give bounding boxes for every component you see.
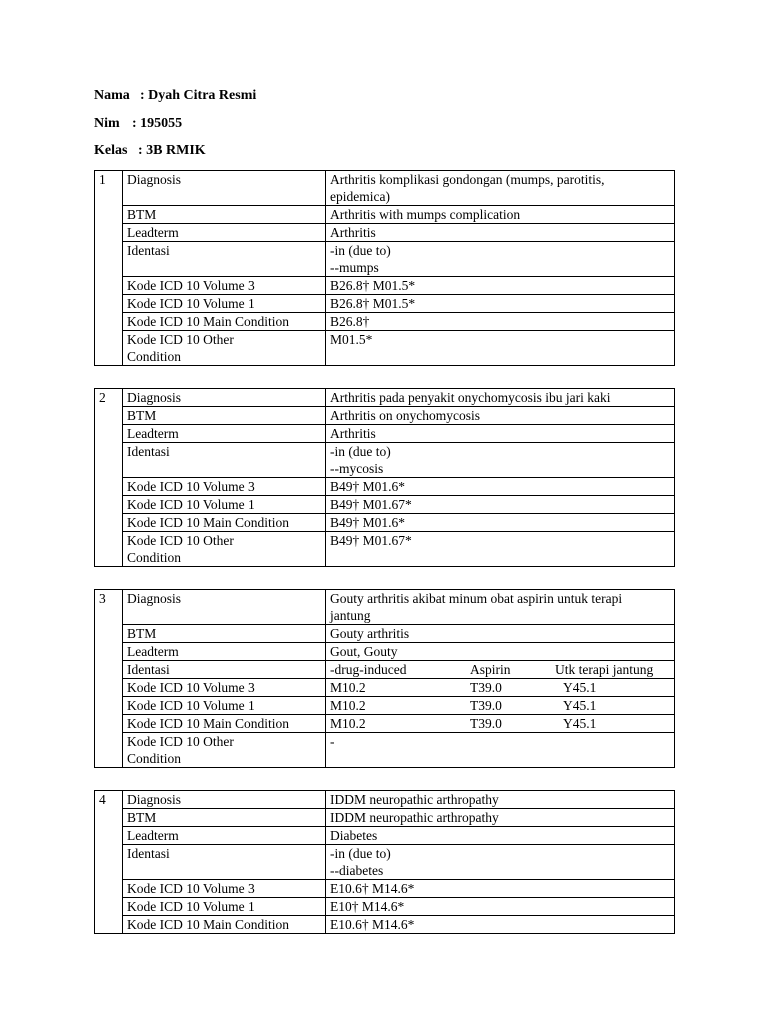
identasi-label: Identasi (123, 661, 326, 679)
vol1-value: M10.2 T39.0 Y45.1 (326, 697, 675, 715)
case-table-4 (94, 790, 675, 934)
table-row (95, 425, 675, 443)
other-condition-value: M01.5* (326, 331, 675, 366)
main-condition-value: B49† M01.6* (326, 514, 675, 532)
main-condition-label: Kode ICD 10 Main Condition (123, 514, 326, 532)
table-row (95, 916, 675, 934)
table-row (95, 242, 675, 277)
leadterm-value: Gout, Gouty (326, 643, 675, 661)
diagnosis-label: Diagnosis (123, 171, 326, 206)
table-row (95, 224, 675, 242)
identasi-value: -in (due to) --mumps (326, 242, 675, 277)
vol1-value: E10† M14.6* (326, 898, 675, 916)
diagnosis-value: Arthritis pada penyakit onychomycosis ibu jari kaki (326, 389, 675, 407)
class-value: : 3B RMIK (138, 143, 206, 158)
leadterm-label: Leadterm (123, 643, 326, 661)
case-number: 3 (95, 590, 123, 768)
diagnosis-value: Arthritis komplikasi gondongan (mumps, parotitis, epidemica) (326, 171, 675, 206)
case-number: 2 (95, 389, 123, 567)
table-row (95, 697, 675, 715)
table-row (95, 625, 675, 643)
btm-value: IDDM neuropathic arthropathy (326, 809, 675, 827)
identasi-value: -in (due to) --diabetes (326, 845, 675, 880)
identasi-label: Identasi (123, 443, 326, 478)
leadterm-value: Diabetes (326, 827, 675, 845)
vol3-label: Kode ICD 10 Volume 3 (123, 478, 326, 496)
nim-label: Nim (94, 116, 120, 131)
vol3-value: E10.6† M14.6* (326, 880, 675, 898)
table-row (95, 827, 675, 845)
table-row (95, 880, 675, 898)
table-row (95, 898, 675, 916)
table-row (95, 532, 675, 567)
vol3-label: Kode ICD 10 Volume 3 (123, 679, 326, 697)
other-condition-label: Kode ICD 10 Other Condition (123, 733, 326, 768)
main-condition-value: E10.6† M14.6* (326, 916, 675, 934)
main-condition-label: Kode ICD 10 Main Condition (123, 916, 326, 934)
table-row (95, 171, 675, 206)
diagnosis-label: Diagnosis (123, 791, 326, 809)
case-table-2 (94, 388, 675, 567)
vol1-label: Kode ICD 10 Volume 1 (123, 496, 326, 514)
vol3-value: B26.8† M01.5* (326, 277, 675, 295)
table-row (95, 206, 675, 224)
btm-label: BTM (123, 206, 326, 224)
case-table-1 (94, 170, 675, 366)
diagnosis-label: Diagnosis (123, 389, 326, 407)
table-row (95, 313, 675, 331)
case-table-3 (94, 589, 675, 768)
main-condition-label: Kode ICD 10 Main Condition (123, 715, 326, 733)
leadterm-label: Leadterm (123, 224, 326, 242)
btm-label: BTM (123, 407, 326, 425)
table-row (95, 643, 675, 661)
vol1-label: Kode ICD 10 Volume 1 (123, 697, 326, 715)
table-row (95, 715, 675, 733)
table-row (95, 679, 675, 697)
student-name (94, 88, 256, 104)
identasi-value: -drug-induced Aspirin Utk terapi jantung (326, 661, 675, 679)
table-row (95, 277, 675, 295)
student-nim (94, 116, 182, 132)
vol3-value: M10.2 T39.0 Y45.1 (326, 679, 675, 697)
vol1-label: Kode ICD 10 Volume 1 (123, 898, 326, 916)
table-row (95, 514, 675, 532)
table-row (95, 407, 675, 425)
table-row (95, 791, 675, 809)
leadterm-label: Leadterm (123, 827, 326, 845)
class-label: Kelas (94, 143, 128, 158)
leadterm-label: Leadterm (123, 425, 326, 443)
vol1-label: Kode ICD 10 Volume 1 (123, 295, 326, 313)
leadterm-value: Arthritis (326, 224, 675, 242)
identasi-label: Identasi (123, 845, 326, 880)
name-label: Nama (94, 88, 130, 103)
case-number: 1 (95, 171, 123, 366)
vol3-value: B49† M01.6* (326, 478, 675, 496)
btm-label: BTM (123, 625, 326, 643)
other-condition-value: - (326, 733, 675, 768)
diagnosis-value: Gouty arthritis akibat minum obat aspirin untuk terapi jantung (326, 590, 675, 625)
main-condition-value: M10.2 T39.0 Y45.1 (326, 715, 675, 733)
vol1-value: B49† M01.67* (326, 496, 675, 514)
case-number: 4 (95, 791, 123, 934)
identasi-label: Identasi (123, 242, 326, 277)
main-condition-label: Kode ICD 10 Main Condition (123, 313, 326, 331)
btm-value: Arthritis with mumps complication (326, 206, 675, 224)
btm-value: Arthritis on onychomycosis (326, 407, 675, 425)
vol3-label: Kode ICD 10 Volume 3 (123, 277, 326, 295)
table-row (95, 496, 675, 514)
other-condition-value: B49† M01.67* (326, 532, 675, 567)
diagnosis-label: Diagnosis (123, 590, 326, 625)
diagnosis-value: IDDM neuropathic arthropathy (326, 791, 675, 809)
table-row (95, 590, 675, 625)
name-value: : Dyah Citra Resmi (140, 88, 257, 103)
other-condition-label: Kode ICD 10 Other Condition (123, 532, 326, 567)
main-condition-value: B26.8† (326, 313, 675, 331)
table-row (95, 389, 675, 407)
table-row (95, 478, 675, 496)
table-row (95, 331, 675, 366)
table-row (95, 733, 675, 768)
btm-value: Gouty arthritis (326, 625, 675, 643)
nim-value: : 195055 (132, 116, 183, 131)
table-row (95, 809, 675, 827)
leadterm-value: Arthritis (326, 425, 675, 443)
table-row (95, 443, 675, 478)
table-row (95, 295, 675, 313)
identasi-value: -in (due to) --mycosis (326, 443, 675, 478)
other-condition-label: Kode ICD 10 Other Condition (123, 331, 326, 366)
vol1-value: B26.8† M01.5* (326, 295, 675, 313)
student-class (94, 143, 206, 159)
btm-label: BTM (123, 809, 326, 827)
vol3-label: Kode ICD 10 Volume 3 (123, 880, 326, 898)
table-row (95, 845, 675, 880)
table-row (95, 661, 675, 679)
